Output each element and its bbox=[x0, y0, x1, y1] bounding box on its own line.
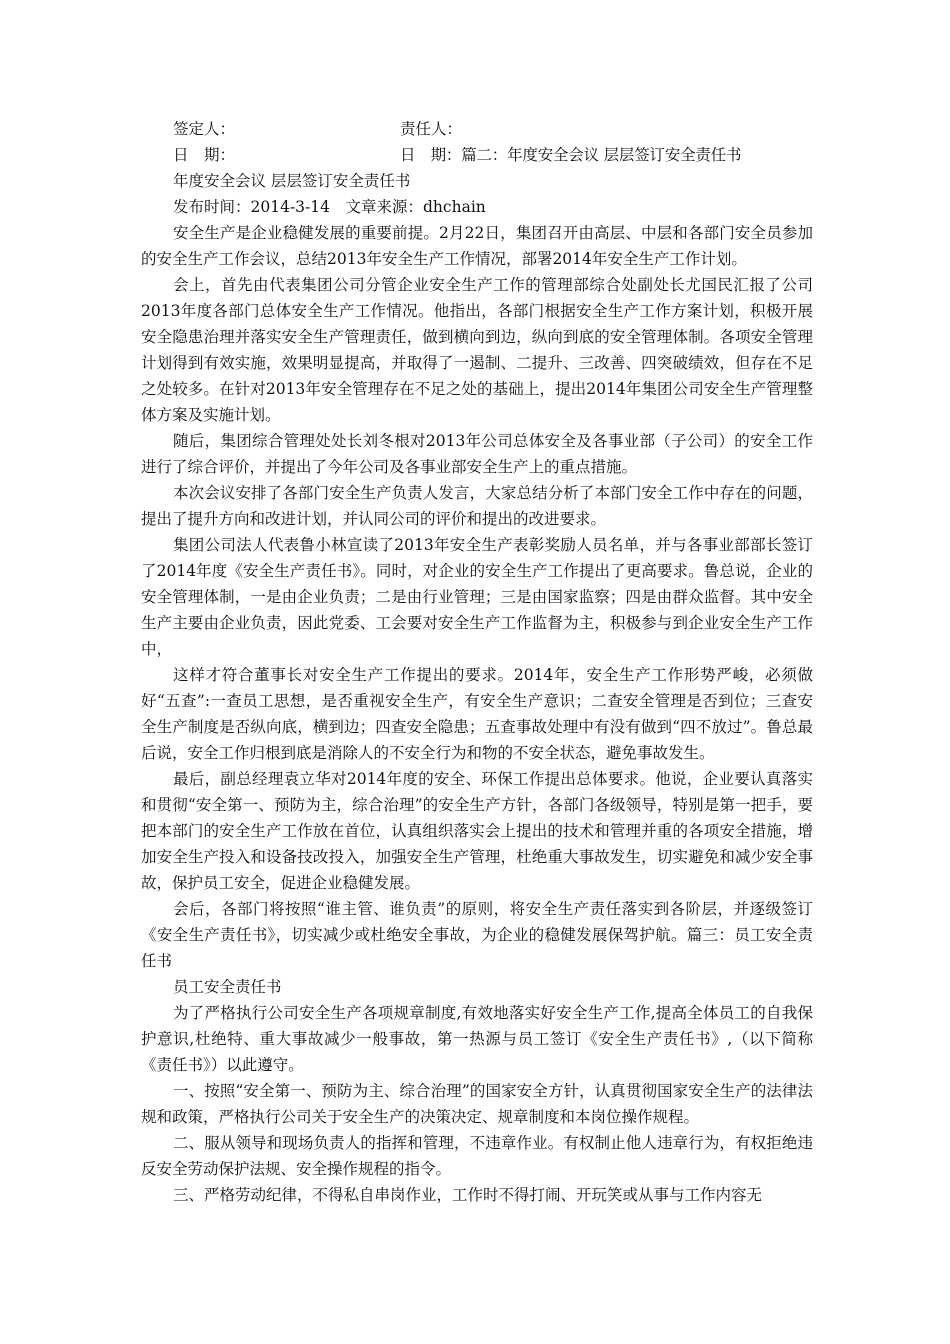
responsible-label: 责任人： bbox=[400, 120, 463, 138]
paragraph: 一、按照“安全第一、预防为主、综合治理”的国家安全方针，认真贯彻国家安全生产的法律法规和政策，严格执行公司关于安全生产的决策决定、规章制度和本岗位操作规程。 bbox=[141, 1082, 813, 1126]
paragraph: 会上，首先由代表集团公司分管企业安全生产工作的管理部综合处副处长尤国民汇报了公司2013年度各部门总体安全生产工作情况。他指出，各部门根据安全生产工作方案计划，积极开展安全隐患治理并落实安全生产管理责任，做到横向到边，纵向到底的安全管理体制。各项安全管理计划得到有效实施，效果明显提高，并取得了一遏制、二提升、三改善、四突破绩效，但存在不足之处较多。在针对2013年安全管理存在不足之处的基础上，提出2014年集团公司安全生产管理整体方案及实施计划。 bbox=[141, 276, 813, 424]
paragraph: 安全生产是企业稳健发展的重要前提。2月22日，集团召开由高层、中层和各部门安全员参加的安全生产工作会议，总结2013年安全生产工作情况，部署2014年安全生产工作计划。 bbox=[141, 224, 813, 268]
paragraph: 为了严格执行公司安全生产各项规章制度,有效地落实好安全生产工作,提高全体员工的自我保护意识,杜绝特、重大事故减少一般事故，第一热源与员工签订《安全生产责任书》,（以下简称《责任书》）以此遵守。 bbox=[141, 1004, 813, 1074]
paragraph: 二、服从领导和现场负责人的指挥和管理，不违章作业。有权制止他人违章行为，有权拒绝违反安全劳动保护法规、安全操作规程的指令。 bbox=[141, 1134, 813, 1178]
date-right: 日 期：篇二：年度安全会议 层层签订安全责任书 bbox=[400, 146, 742, 164]
date-row bbox=[141, 142, 813, 168]
article-meta: 发布时间：2014-3-14 文章来源：dhchain bbox=[173, 198, 486, 216]
document-body bbox=[141, 116, 813, 1208]
signer-label: 签定人： bbox=[173, 120, 236, 138]
paragraph: 随后，集团综合管理处处长刘冬根对2013年公司总体安全及各事业部（子公司）的安全工作进行了综合评价，并提出了今年公司及各事业部安全生产上的重点措施。 bbox=[141, 432, 813, 476]
signature-row bbox=[141, 116, 813, 142]
paragraph: 本次会议安排了各部门安全生产负责人发言，大家总结分析了本部门安全工作中存在的问题，提出了提升方向和改进计划，并认同公司的评价和提出的改进要求。 bbox=[141, 484, 813, 528]
paragraph: 会后，各部门将按照“谁主管、谁负责”的原则，将安全生产责任落实到各阶层，并逐级签订《安全生产责任书》，切实减少或杜绝安全事故，为企业的稳健发展保驾护航。篇三：员工安全责任书 bbox=[141, 900, 813, 970]
article-title: 年度安全会议 层层签订安全责任书 bbox=[173, 172, 411, 190]
date-left: 日 期： bbox=[173, 146, 236, 164]
paragraph: 三、严格劳动纪律，不得私自串岗作业，工作时不得打闹、开玩笑或从事与工作内容无 bbox=[173, 1186, 763, 1204]
paragraph: 集团公司法人代表鲁小林宣读了2013年安全生产表彰奖励人员名单，并与各事业部部长签订了2014年度《安全生产责任书》。同时，对企业的安全生产工作提出了更高要求。鲁总说，企业的安全管理体制，一是由企业负责；二是由行业管理；三是由国家监察；四是由群众监督。其中安全生产主要由企业负责，因此党委、工会要对安全生产工作监督为主，积极参与到企业安全生产工作中， bbox=[141, 536, 813, 658]
paragraph: 最后，副总经理袁立华对2014年度的安全、环保工作提出总体要求。他说，企业要认真落实和贯彻“安全第一、预防为主，综合治理”的安全生产方针，各部门各级领导，特别是第一把手，要把本部门的安全生产工作放在首位，认真组织落实会上提出的技术和管理并重的各项安全措施，增加安全生产投入和设备技改投入，加强安全生产管理，杜绝重大事故发生，切实避免和减少安全事故，保护员工安全，促进企业稳健发展。 bbox=[141, 770, 813, 892]
paragraph: 这样才符合董事长对安全生产工作提出的要求。2014年，安全生产工作形势严峻，必须做好“五查”:一查员工思想，是否重视安全生产，有安全生产意识；二查安全管理是否到位；三查安全生产制度是否纵向底，横到边；四查安全隐患；五查事故处理中有没有做到“四不放过”。鲁总最后说，安全工作归根到底是消除人的不安全行为和物的不安全状态，避免事故发生。 bbox=[141, 666, 813, 762]
section-title: 员工安全责任书 bbox=[173, 978, 282, 996]
